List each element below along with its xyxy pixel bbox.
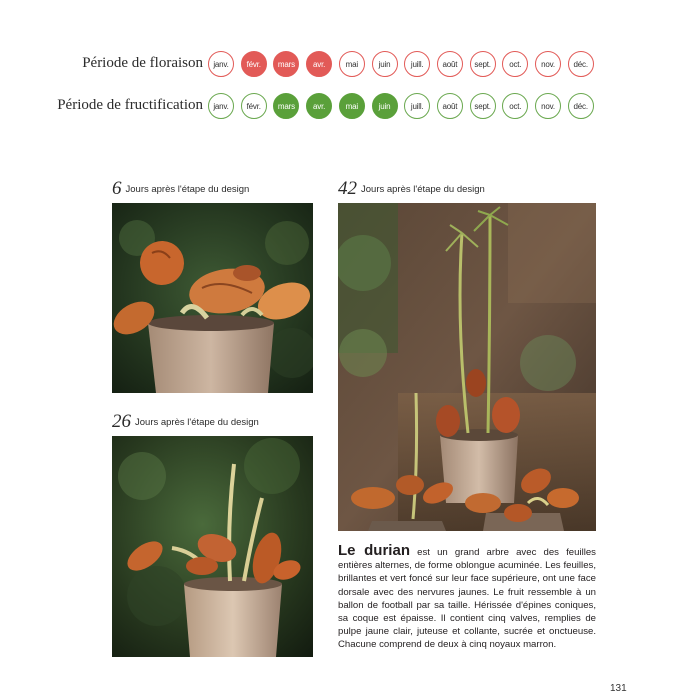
description-lead: Le durian (338, 542, 410, 559)
photo-seedlings-day-26 (112, 436, 313, 657)
flowering-month-11: déc. (568, 51, 594, 77)
fruiting-month-8: sept. (470, 93, 496, 119)
flowering-month-1: févr. (241, 51, 267, 77)
days-number: 42 (338, 178, 357, 199)
fruiting-period-row (0, 93, 700, 121)
days-number: 6 (112, 178, 122, 199)
durian-description (338, 544, 596, 652)
fruiting-month-0: janv. (208, 93, 234, 119)
flowering-month-7: août (437, 51, 463, 77)
flowering-month-5: juin (372, 51, 398, 77)
page-number: 131 (610, 683, 627, 694)
flowering-month-9: oct. (502, 51, 528, 77)
photo-seedlings-day-42 (338, 203, 596, 531)
days-number: 26 (112, 411, 131, 432)
fruiting-month-1: févr. (241, 93, 267, 119)
flowering-period-label: Période de floraison (82, 55, 203, 71)
photo-caption-day-42 (338, 178, 485, 200)
photo-caption-day-26 (112, 411, 259, 433)
flowering-month-8: sept. (470, 51, 496, 77)
caption-text: Jours après l'étape du design (361, 184, 485, 195)
photo-caption-day-6 (112, 178, 249, 200)
fruiting-month-10: nov. (535, 93, 561, 119)
caption-text: Jours après l'étape du design (135, 417, 259, 428)
fruiting-month-5: juin (372, 93, 398, 119)
flowering-month-4: mai (339, 51, 365, 77)
flowering-month-3: avr. (306, 51, 332, 77)
fruiting-month-4: mai (339, 93, 365, 119)
flowering-month-2: mars (273, 51, 299, 77)
fruiting-month-7: août (437, 93, 463, 119)
flowering-period-row (0, 51, 700, 79)
description-text: est un grand arbre avec des feuilles entières alternes, de forme oblongue acuminée. Les feuilles, brillantes et vert foncé sur leur face supérieure, ont une face dorsale avec des nervures jaunes. Le fruit ressemble à un ballon de football par sa taille. Hérissée d'épines coniques, sa coque est épaisse. Il contient cinq valves, remplies de pulpe jaune clair, juteuse et collante, sucrée et onctueuse. Chacune comprend de deux à cinq noyaux marron. (338, 547, 596, 651)
fruiting-month-11: déc. (568, 93, 594, 119)
fruiting-month-6: juill. (404, 93, 430, 119)
flowering-month-10: nov. (535, 51, 561, 77)
caption-text: Jours après l'étape du design (125, 184, 250, 195)
fruiting-month-9: oct. (502, 93, 528, 119)
fruiting-month-3: avr. (306, 93, 332, 119)
flowering-month-0: janv. (208, 51, 234, 77)
flowering-month-6: juill. (404, 51, 430, 77)
fruiting-period-label: Période de fructification (57, 97, 203, 113)
photo-seedlings-day-6 (112, 203, 313, 393)
fruiting-month-2: mars (273, 93, 299, 119)
